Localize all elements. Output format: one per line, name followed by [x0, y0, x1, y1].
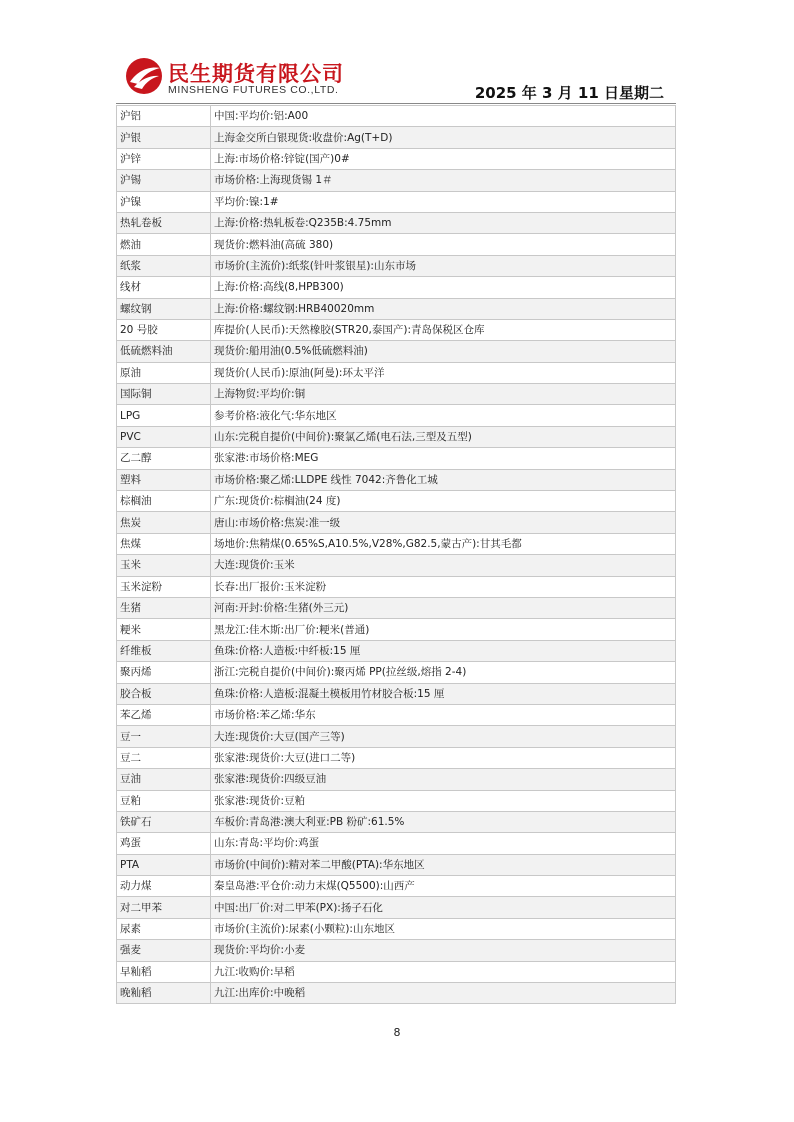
commodity-name-cell: 焦煤: [117, 533, 211, 554]
commodity-name-cell: 玉米: [117, 555, 211, 576]
price-source-cell: 唐山:市场价格:焦炭:准一级: [211, 512, 676, 533]
commodity-name-cell: 焦炭: [117, 512, 211, 533]
commodity-name-cell: 20 号胶: [117, 319, 211, 340]
price-source-cell: 秦皇岛港:平仓价:动力末煤(Q5500):山西产: [211, 876, 676, 897]
report-date: 2025 年 3 月 11 日星期二: [474, 84, 664, 102]
price-source-cell: 鱼珠:价格:人造板:混凝土模板用竹材胶合板:15 厘: [211, 683, 676, 704]
table-row: [117, 662, 676, 683]
page-number: 8: [393, 1026, 401, 1039]
commodity-name-cell: 豆粕: [117, 790, 211, 811]
table-row: [117, 918, 676, 939]
table-row: [117, 426, 676, 447]
price-source-cell: 上海:价格:螺纹钢:HRB40020mm: [211, 298, 676, 319]
table-row: [117, 277, 676, 298]
table-row: [117, 512, 676, 533]
page-header: [116, 56, 676, 106]
commodity-name-cell: 沪银: [117, 127, 211, 148]
commodity-name-cell: 沪镍: [117, 191, 211, 212]
price-source-cell: 九江:出库价:中晚稻: [211, 983, 676, 1004]
table-row: [117, 983, 676, 1004]
price-source-cell: 河南:开封:价格:生猪(外三元): [211, 597, 676, 618]
price-source-cell: 九江:收购价:早稻: [211, 961, 676, 982]
commodity-name-cell: 螺纹钢: [117, 298, 211, 319]
table-row: [117, 683, 676, 704]
table-row: [117, 726, 676, 747]
price-source-cell: 市场价格:苯乙烯:华东: [211, 704, 676, 725]
price-source-cell: 市场价(中间价):精对苯二甲酸(PTA):华东地区: [211, 854, 676, 875]
commodity-name-cell: 原油: [117, 362, 211, 383]
commodity-name-cell: 沪锡: [117, 170, 211, 191]
price-source-cell: 长春:出厂报价:玉米淀粉: [211, 576, 676, 597]
price-source-cell: 张家港:现货价:四级豆油: [211, 769, 676, 790]
table-row: [117, 255, 676, 276]
commodity-name-cell: 尿素: [117, 918, 211, 939]
table-row: [117, 106, 676, 127]
price-source-cell: 上海:价格:高线(8,HPB300): [211, 277, 676, 298]
price-source-cell: 张家港:现货价:豆粕: [211, 790, 676, 811]
price-source-cell: 山东:完税自提价(中间价):聚氯乙烯(电石法,三型及五型): [211, 426, 676, 447]
price-source-cell: 中国:出厂价:对二甲苯(PX):扬子石化: [211, 897, 676, 918]
table-row: [117, 533, 676, 554]
price-source-cell: 市场价格:上海现货锡 1＃: [211, 170, 676, 191]
price-source-cell: 张家港:市场价格:MEG: [211, 448, 676, 469]
price-source-cell: 上海物贸:平均价:铜: [211, 384, 676, 405]
commodity-name-cell: 铁矿石: [117, 811, 211, 832]
price-source-cell: 浙江:完税自提价(中间价):聚丙烯 PP(拉丝级,熔指 2-4): [211, 662, 676, 683]
commodity-name-cell: 纸浆: [117, 255, 211, 276]
commodity-name-cell: 豆二: [117, 747, 211, 768]
commodity-name-cell: 国际铜: [117, 384, 211, 405]
commodity-name-cell: PTA: [117, 854, 211, 875]
table-row: [117, 469, 676, 490]
table-row: [117, 148, 676, 169]
commodity-name-cell: 燃油: [117, 234, 211, 255]
price-source-cell: 市场价(主流价):尿素(小颗粒):山东地区: [211, 918, 676, 939]
price-source-cell: 山东:青岛:平均价:鸡蛋: [211, 833, 676, 854]
table-row: [117, 769, 676, 790]
table-row: [117, 897, 676, 918]
table-row: [117, 298, 676, 319]
table-row: [117, 405, 676, 426]
table-row: [117, 555, 676, 576]
commodity-name-cell: 沪铝: [117, 106, 211, 127]
table-row: [117, 854, 676, 875]
price-source-cell: 中国:平均价:铝:A00: [211, 106, 676, 127]
price-source-cell: 场地价:焦精煤(0.65%S,A10.5%,V28%,G82.5,蒙古产):甘其毛都: [211, 533, 676, 554]
table-row: [117, 576, 676, 597]
price-source-cell: 上海金交所白银现货:收盘价:Ag(T+D): [211, 127, 676, 148]
table-row: [117, 212, 676, 233]
price-source-cell: 库提价(人民币):天然橡胶(STR20,泰国产):青岛保税区仓库: [211, 319, 676, 340]
commodity-name-cell: 棕榈油: [117, 491, 211, 512]
price-source-cell: 大连:现货价:大豆(国产三等): [211, 726, 676, 747]
commodity-name-cell: 沪锌: [117, 148, 211, 169]
commodity-name-cell: 玉米淀粉: [117, 576, 211, 597]
commodity-name-cell: 动力煤: [117, 876, 211, 897]
price-source-cell: 市场价(主流价):纸浆(针叶浆银星):山东市场: [211, 255, 676, 276]
table-row: [117, 341, 676, 362]
table-row: [117, 597, 676, 618]
table-row: [117, 790, 676, 811]
commodity-name-cell: 低硫燃料油: [117, 341, 211, 362]
table-row: [117, 747, 676, 768]
table-row: [117, 319, 676, 340]
table-row: [117, 234, 676, 255]
table-row: [117, 384, 676, 405]
commodity-name-cell: 纤维板: [117, 640, 211, 661]
price-source-cell: 现货价(人民币):原油(阿曼):环太平洋: [211, 362, 676, 383]
commodity-name-cell: 对二甲苯: [117, 897, 211, 918]
table-row: [117, 170, 676, 191]
table-row: [117, 833, 676, 854]
commodity-name-cell: 苯乙烯: [117, 704, 211, 725]
commodity-name-cell: 乙二醇: [117, 448, 211, 469]
price-source-cell: 鱼珠:价格:人造板:中纤板:15 厘: [211, 640, 676, 661]
table-row: [117, 811, 676, 832]
table-row: [117, 704, 676, 725]
commodity-name-cell: 塑料: [117, 469, 211, 490]
commodity-name-cell: 热轧卷板: [117, 212, 211, 233]
commodity-name-cell: 线材: [117, 277, 211, 298]
price-source-cell: 大连:现货价:玉米: [211, 555, 676, 576]
price-source-cell: 张家港:现货价:大豆(进口二等): [211, 747, 676, 768]
commodity-name-cell: 强麦: [117, 940, 211, 961]
commodity-name-cell: 早籼稻: [117, 961, 211, 982]
price-source-cell: 参考价格:液化气:华东地区: [211, 405, 676, 426]
company-name-cn: 民生期货有限公司: [168, 62, 344, 86]
table-row: [117, 940, 676, 961]
table-row: [117, 362, 676, 383]
price-source-cell: 广东:现货价:棕榈油(24 度): [211, 491, 676, 512]
price-source-cell: 市场价格:聚乙烯:LLDPE 线性 7042:齐鲁化工城: [211, 469, 676, 490]
commodity-name-cell: PVC: [117, 426, 211, 447]
table-row: [117, 491, 676, 512]
commodity-name-cell: 豆油: [117, 769, 211, 790]
table-row: [117, 876, 676, 897]
table-row: [117, 191, 676, 212]
price-source-table: [116, 105, 676, 1004]
commodity-name-cell: 鸡蛋: [117, 833, 211, 854]
commodity-name-cell: 生猪: [117, 597, 211, 618]
commodity-name-cell: 粳米: [117, 619, 211, 640]
price-source-cell: 车板价:青岛港:澳大利亚:PB 粉矿:61.5%: [211, 811, 676, 832]
commodity-name-cell: 聚丙烯: [117, 662, 211, 683]
price-source-cell: 现货价:平均价:小麦: [211, 940, 676, 961]
commodity-name-cell: 豆一: [117, 726, 211, 747]
price-source-cell: 现货价:燃料油(高硫 380): [211, 234, 676, 255]
header-divider: [116, 103, 676, 104]
commodity-name-cell: 胶合板: [117, 683, 211, 704]
table-row: [117, 127, 676, 148]
price-source-cell: 上海:市场价格:锌锭(国产)0#: [211, 148, 676, 169]
table-row: [117, 961, 676, 982]
price-source-cell: 平均价:镍:1#: [211, 191, 676, 212]
price-source-cell: 现货价:船用油(0.5%低硫燃料油): [211, 341, 676, 362]
commodity-name-cell: LPG: [117, 405, 211, 426]
table-row: [117, 619, 676, 640]
price-source-cell: 上海:价格:热轧板卷:Q235B:4.75mm: [211, 212, 676, 233]
table-row: [117, 448, 676, 469]
price-source-cell: 黑龙江:佳木斯:出厂价:粳米(普通): [211, 619, 676, 640]
table-row: [117, 640, 676, 661]
minsheng-logo-icon: [124, 56, 164, 96]
commodity-name-cell: 晚籼稻: [117, 983, 211, 1004]
company-name-en: MINSHENG FUTURES CO.,LTD.: [168, 84, 339, 96]
